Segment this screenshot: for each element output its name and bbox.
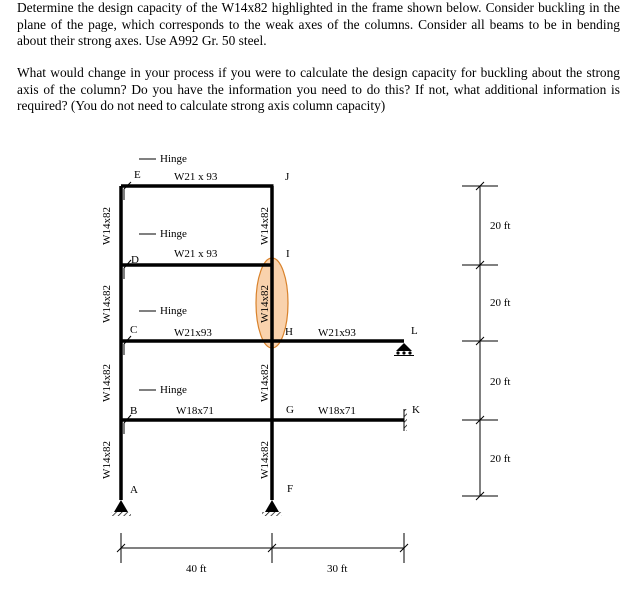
pin-support-A bbox=[111, 500, 131, 516]
column-label-left-top: W14x82 bbox=[101, 207, 113, 245]
column-label-right-bottom: W14x82 bbox=[259, 441, 271, 479]
hinge-label-E: Hinge bbox=[160, 153, 187, 165]
hinge-symbol-D bbox=[124, 260, 131, 279]
joint-label-E: E bbox=[134, 169, 141, 181]
story-height-1: 20 ft bbox=[490, 220, 511, 232]
joint-label-I: I bbox=[286, 248, 290, 260]
story-height-2: 20 ft bbox=[490, 297, 511, 309]
joint-label-G: G bbox=[286, 404, 294, 416]
beam-label-E-J: W21 x 93 bbox=[174, 171, 218, 183]
joint-label-B: B bbox=[130, 405, 138, 417]
hinge-label-B: Hinge bbox=[160, 384, 187, 396]
hinge-label-C: Hinge bbox=[160, 305, 187, 317]
column-label-left-lower: W14x82 bbox=[101, 364, 113, 402]
pin-support-F bbox=[262, 500, 282, 516]
hinge-symbol-C bbox=[124, 336, 131, 355]
joint-label-C: C bbox=[130, 324, 138, 336]
column-label-left-bottom: W14x82 bbox=[101, 441, 113, 479]
beam-label-B-G: W18x71 bbox=[176, 405, 214, 417]
roller-support-L bbox=[394, 343, 414, 356]
joint-label-K: K bbox=[412, 404, 420, 416]
hinge-symbol-B bbox=[124, 415, 131, 434]
beam-label-C-H: W21x93 bbox=[174, 327, 212, 339]
column-label-right-lower: W14x82 bbox=[259, 364, 271, 402]
question-paragraph-1: Determine the design capacity of the W14x82 highlighted in the frame shown below. Consider buckling in the plane of the page, which corresponds to the weak axes of the columns. Consider all beams to be in bending about their strong axes. Use A992 Gr. 50 steel. bbox=[17, 0, 620, 48]
hinge-label-D: Hinge bbox=[160, 228, 187, 240]
column-label-right-upper: W14x82 bbox=[259, 285, 271, 323]
joint-label-A: A bbox=[130, 484, 138, 496]
column-label-left-upper: W14x82 bbox=[101, 285, 113, 323]
beam-label-H-L: W21x93 bbox=[318, 327, 356, 339]
beam-label-G-K: W18x71 bbox=[318, 405, 356, 417]
bay-width-2: 30 ft bbox=[327, 563, 348, 575]
joint-label-H: H bbox=[285, 326, 293, 338]
joint-label-L: L bbox=[411, 325, 418, 337]
story-height-4: 20 ft bbox=[490, 453, 511, 465]
joint-label-F: F bbox=[287, 483, 294, 495]
question-paragraph-2: What would change in your process if you were to calculate the design capacity for buckling about the strong axis of the column? Do you have the information you need to do this? If not, what additional information is required? (You do not need to calculate strong axis column capacity) bbox=[17, 65, 620, 113]
width-dimension bbox=[117, 533, 408, 563]
wall-support-K bbox=[404, 409, 407, 431]
bay-width-1: 40 ft bbox=[186, 563, 207, 575]
beam-label-D-I: W21 x 93 bbox=[174, 248, 218, 260]
column-label-right-top: W14x82 bbox=[259, 207, 271, 245]
joint-label-J: J bbox=[285, 171, 290, 183]
story-height-3: 20 ft bbox=[490, 376, 511, 388]
joint-label-D: D bbox=[131, 254, 139, 266]
